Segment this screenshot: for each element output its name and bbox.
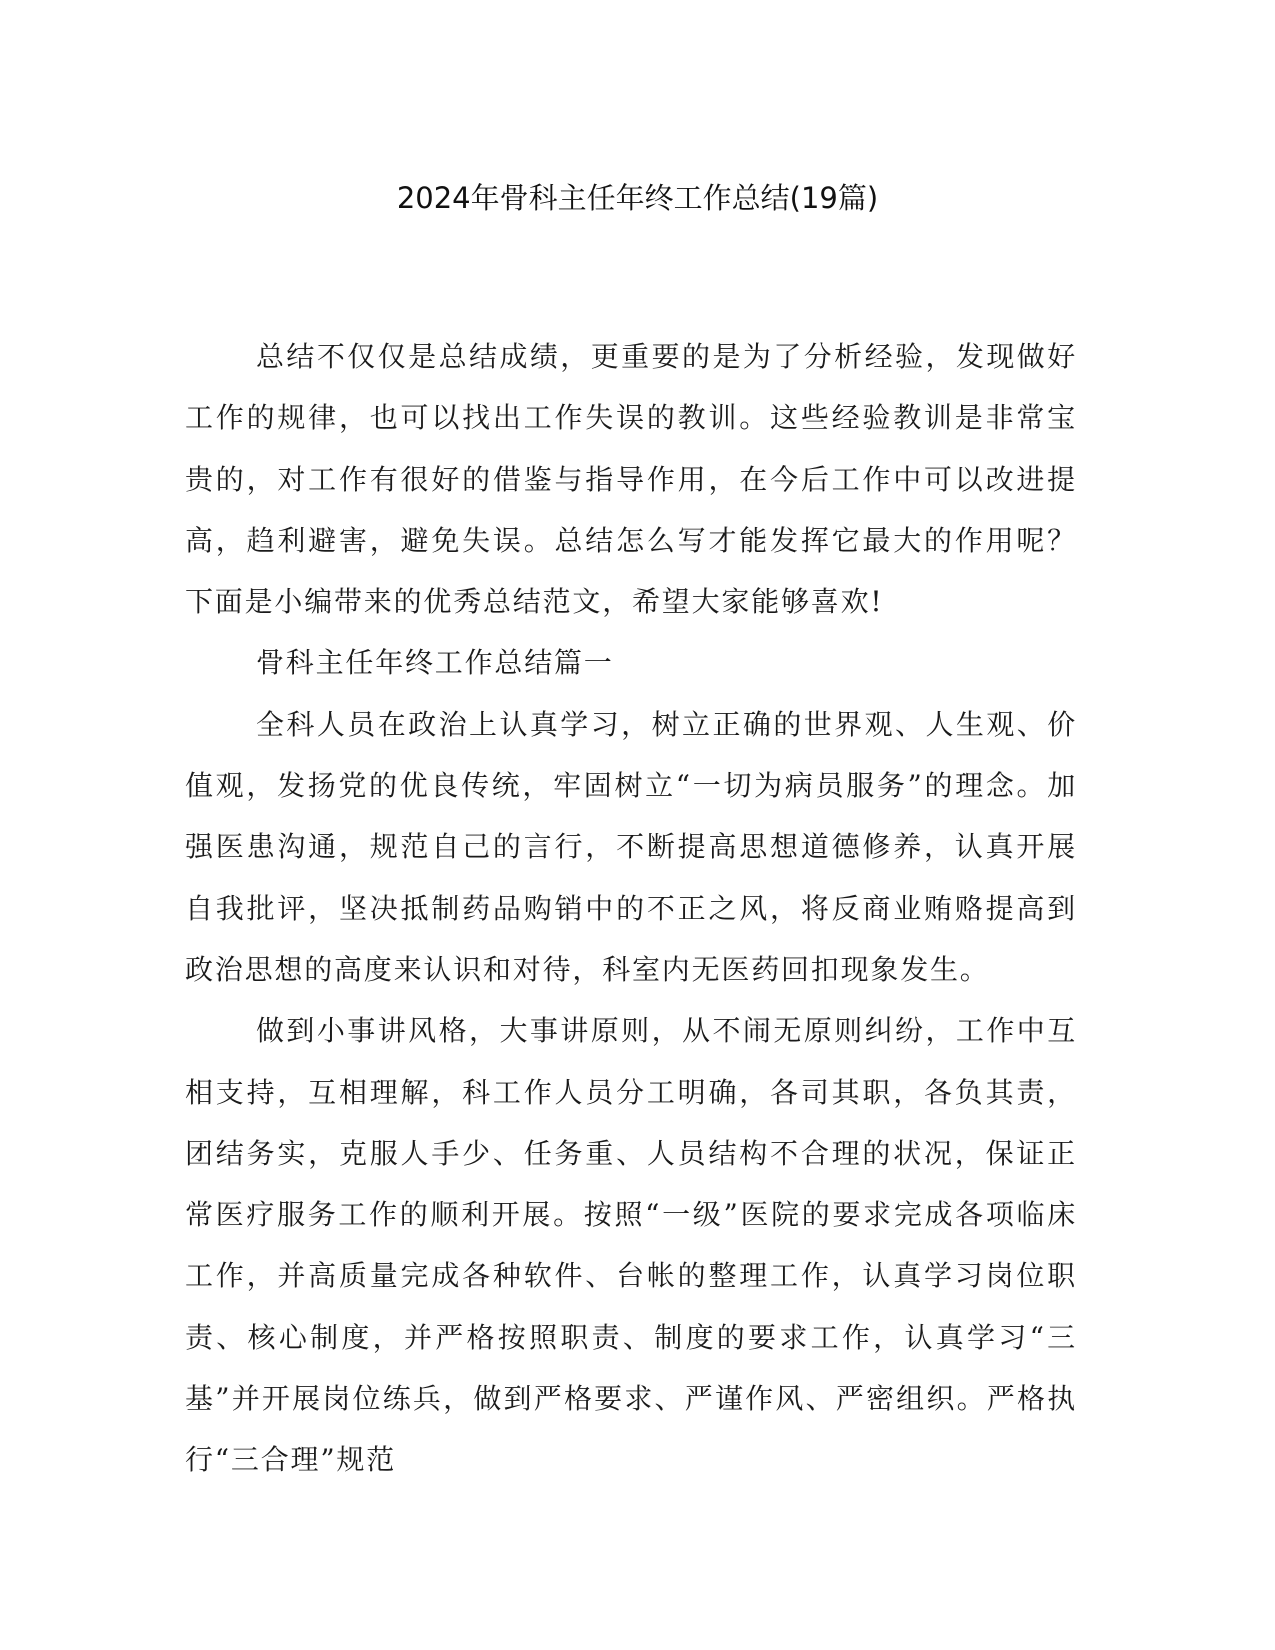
body-paragraph: 做到小事讲风格，大事讲原则，从不闹无原则纠纷，工作中互相支持，互相理解，科工作人员分工明确，各司其职，各负其责，团结务实，克服人手少、任务重、人员结构不合理的状况，保证正常医疗服务工作的顺利开展。按照“一级”医院的要求完成各项临床工作，并高质量完成各种软件、台帐的整理工作，认真学习岗位职责、核心制度，并严格按照职责、制度的要求工作，认真学习“三基”并开展岗位练兵，做到严格要求、严谨作风、严密组织。严格执行“三合理”规范 [185, 1014, 1077, 1477]
document-title: 2024年骨科主任年终工作总结(19篇) [396, 181, 879, 215]
body-paragraph: 全科人员在政治上认真学习，树立正确的世界观、人生观、价值观，发扬党的优良传统，牢固树立“一切为病员服务”的理念。加强医患沟通，规范自己的言行，不断提高思想道德修养，认真开展自我批评，坚决抵制药品购销中的不正之风，将反商业贿赂提高到政治思想的高度来认识和对待，科室内无医药回扣现象发生。 [185, 707, 1077, 986]
section-heading: 骨科主任年终工作总结篇一 [256, 646, 614, 680]
intro-paragraph: 总结不仅仅是总结成绩，更重要的是为了分析经验，发现做好工作的规律，也可以找出工作失误的教训。这些经验教训是非常宝贵的，对工作有很好的借鉴与指导作用，在今后工作中可以改进提高，趋利避害，避免失误。总结怎么写才能发挥它最大的作用呢？下面是小编带来的优秀总结范文，希望大家能够喜欢! [185, 340, 1077, 619]
document-body [185, 326, 1077, 1491]
